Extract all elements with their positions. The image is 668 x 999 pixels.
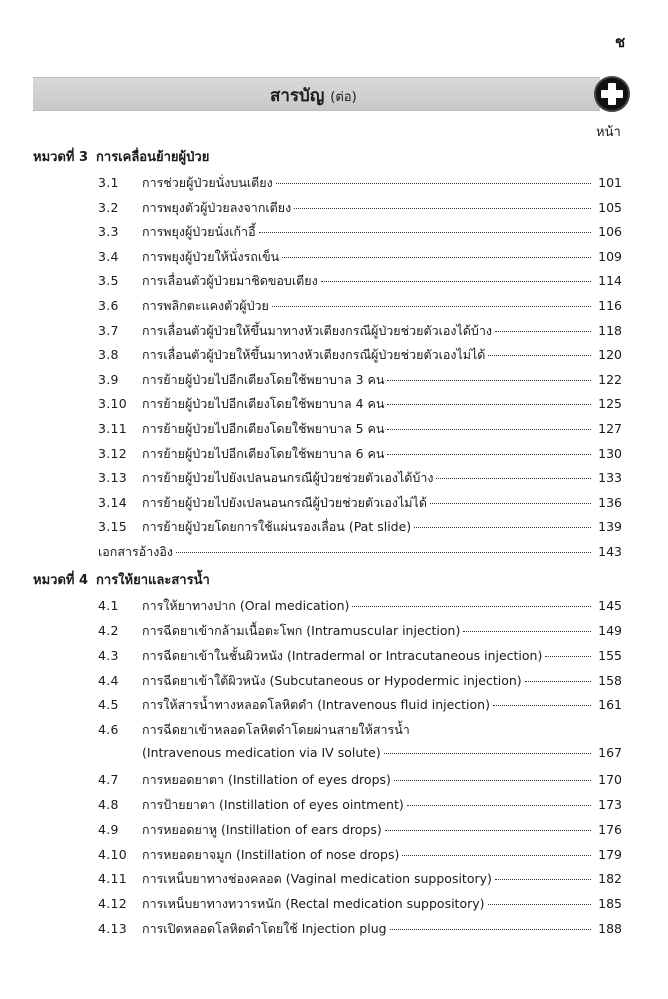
dot-leader <box>493 705 591 706</box>
toc-entry[interactable] <box>98 444 622 464</box>
entry-number: 3.14 <box>98 494 128 510</box>
entry-page-number: 136 <box>598 494 622 510</box>
entry-number: 3.8 <box>98 347 119 363</box>
entry-title: การป้ายยาตา (Instillation of eyes ointment) <box>142 796 404 812</box>
entry-title: การหยอดยาตา (Instillation of eyes drops) <box>142 771 391 787</box>
toc-entry[interactable] <box>98 468 622 488</box>
chapter-heading <box>33 569 210 590</box>
entry-title: การหยอดยาหู (Instillation of ears drops) <box>142 821 382 837</box>
entry-page-number: 179 <box>598 846 622 862</box>
toc-entry[interactable] <box>98 271 622 291</box>
entry-page-number: 145 <box>598 598 622 613</box>
entry-number: 4.9 <box>98 821 119 837</box>
entry-title: การย้ายผู้ป่วยไปยังเปลนอนกรณีผู้ป่วยช่วยตัวเองได้บ้าง <box>142 470 434 486</box>
entry-page-number: 182 <box>598 871 622 887</box>
dot-leader <box>488 904 591 905</box>
entry-number: 4.6 <box>98 722 119 738</box>
entry-number: 3.3 <box>98 224 119 240</box>
entry-title: การฉีดยาเข้าในชั้นผิวหนัง (Intradermal or Intracutaneous injection) <box>142 647 543 663</box>
entry-title: การฉีดยาเข้าหลอดโลหิตดำโดยผ่านสายให้สารน้ำ <box>142 722 410 738</box>
dot-leader <box>387 404 591 405</box>
entry-number: 3.5 <box>98 273 119 289</box>
dot-leader <box>545 656 591 657</box>
toc-entry[interactable] <box>98 919 622 939</box>
dot-leader <box>282 257 591 258</box>
entry-number: 3.11 <box>98 421 128 436</box>
entry-number: 4.3 <box>98 647 119 663</box>
entry-title: การให้ยาทางปาก (Oral medication) <box>142 598 350 613</box>
dot-leader <box>276 183 591 184</box>
toc-entry[interactable] <box>98 869 622 889</box>
entry-title: การเหน็บยาทางทวารหนัก (Rectal medication suppository) <box>142 896 485 912</box>
entry-page-number: 114 <box>598 273 622 289</box>
entry-page-number: 139 <box>598 519 622 535</box>
entry-title: การพลิกตะแคงตัวผู้ป่วย <box>142 298 269 313</box>
entry-number: 3.13 <box>98 470 128 486</box>
entry-title: การเหน็บยาทางช่องคลอด (Vaginal medication suppository) <box>142 871 492 887</box>
entry-page-number: 116 <box>598 298 622 313</box>
entry-page-number: 149 <box>598 622 622 638</box>
dot-leader <box>495 331 591 332</box>
toc-entry[interactable] <box>98 222 622 242</box>
toc-entry[interactable] <box>98 198 622 218</box>
toc-entry[interactable] <box>98 646 622 666</box>
entry-number: 3.9 <box>98 371 119 387</box>
entry-title: การให้สารน้ำทางหลอดโลหิตดำ (Intravenous fluid injection) <box>142 697 490 713</box>
entry-title: (Intravenous medication via IV solute) <box>142 745 381 761</box>
entry-page-number: 130 <box>598 445 622 461</box>
entry-number: 4.12 <box>98 896 128 912</box>
entry-title: การฉีดยาเข้าใต้ผิวหนัง (Subcutaneous or Hypodermic injection) <box>142 672 522 688</box>
entry-title: การหยอดยาจมูก (Instillation of nose drops) <box>142 846 400 862</box>
chapter-title: การให้ยาและสารน้ำ <box>96 573 210 588</box>
dot-leader <box>387 454 591 455</box>
entry-page-number: 155 <box>598 647 622 663</box>
dot-leader <box>321 281 591 282</box>
dot-leader <box>402 855 591 856</box>
entry-title: การเปิดหลอดโลหิตดำโดยใช้ Injection plug <box>142 921 387 937</box>
dot-leader <box>387 429 591 430</box>
entry-title: การเลื่อนตัวผู้ป่วยให้ขึ้นมาทางหัวเตียงกรณีผู้ป่วยช่วยตัวเองได้บ้าง <box>142 322 492 338</box>
entry-page-number: 127 <box>598 421 622 436</box>
dot-leader <box>384 753 591 754</box>
toc-entry[interactable] <box>98 345 622 365</box>
entry-page-number: 167 <box>598 745 622 761</box>
toc-entry[interactable] <box>98 542 622 562</box>
entry-number: 3.2 <box>98 199 119 215</box>
entry-page-number: 105 <box>598 199 622 215</box>
toc-entry[interactable] <box>98 173 622 193</box>
toc-entry[interactable] <box>98 247 622 267</box>
page-number-letter: ช <box>615 33 626 51</box>
dot-leader <box>525 681 591 682</box>
entry-page-number: 143 <box>598 544 622 559</box>
entry-title: การฉีดยาเข้ากล้ามเนื้อตะโพก (Intramuscular injection) <box>142 622 461 638</box>
entry-number: 4.1 <box>98 598 119 613</box>
entry-page-number: 161 <box>598 697 622 713</box>
entry-number: 4.7 <box>98 771 119 787</box>
entry-title: การช่วยผู้ป่วยนั่งบนเตียง <box>142 175 273 190</box>
toc-entry[interactable] <box>98 820 622 840</box>
entry-number: 3.4 <box>98 248 119 264</box>
dot-leader <box>259 232 591 233</box>
entry-title: การย้ายผู้ป่วยโดยการใช้แผ่นรองเลื่อน (Pat slide) <box>142 519 412 535</box>
dot-leader <box>294 208 591 209</box>
chapter-label: หมวดที่ 3 <box>33 150 89 165</box>
toc-entry[interactable] <box>98 671 622 691</box>
entry-page-number: 125 <box>598 396 622 412</box>
toc-entry[interactable] <box>98 894 622 914</box>
entry-page-number: 185 <box>598 896 622 912</box>
dot-leader <box>387 380 591 381</box>
dot-leader <box>495 879 591 880</box>
toc-title-text: สารบัญ <box>270 86 325 106</box>
dot-leader <box>430 503 591 504</box>
dot-leader <box>414 527 591 528</box>
entry-number: 4.2 <box>98 622 119 638</box>
toc-entry[interactable] <box>98 770 622 790</box>
entry-title: การพยุงผู้ป่วยนั่งเก้าอี้ <box>142 224 256 240</box>
toc-entry[interactable] <box>98 321 622 341</box>
entry-page-number: 170 <box>598 771 622 787</box>
dot-leader <box>176 552 591 553</box>
entry-number: 3.7 <box>98 322 119 338</box>
entry-number: 4.10 <box>98 846 128 862</box>
entry-number: 3.6 <box>98 298 119 313</box>
entry-number: 4.5 <box>98 697 119 713</box>
entry-title: การย้ายผู้ป่วยไปอีกเตียงโดยใช้พยาบาล 6 คน <box>142 445 385 461</box>
entry-title: การเลื่อนตัวผู้ป่วยมาชิดขอบเตียง <box>142 273 318 289</box>
dot-leader <box>436 478 591 479</box>
entry-number: 3.15 <box>98 519 128 535</box>
toc-title-continued: (ต่อ) <box>330 90 357 105</box>
entry-number: 3.1 <box>98 175 119 190</box>
dot-leader <box>352 606 591 607</box>
chapter-label: หมวดที่ 4 <box>33 573 89 588</box>
entry-title: การย้ายผู้ป่วยไปยังเปลนอนกรณีผู้ป่วยช่วยตัวเองไม่ได้ <box>142 494 427 510</box>
medical-plus-icon <box>592 74 632 114</box>
toc-entry[interactable] <box>98 419 622 439</box>
entry-title: การย้ายผู้ป่วยไปอีกเตียงโดยใช้พยาบาล 5 คน <box>142 421 385 436</box>
toc-entry[interactable] <box>98 370 622 390</box>
toc-entry[interactable] <box>98 795 622 815</box>
entry-page-number: 109 <box>598 248 622 264</box>
dot-leader <box>272 306 591 307</box>
dot-leader <box>407 805 591 806</box>
dot-leader <box>394 780 591 781</box>
dot-leader <box>488 355 591 356</box>
entry-page-number: 101 <box>598 175 622 190</box>
entry-page-number: 158 <box>598 672 622 688</box>
toc-entry[interactable] <box>98 493 622 513</box>
toc-entry[interactable] <box>98 296 622 316</box>
page-column-label: หน้า <box>596 125 621 140</box>
toc-entry[interactable] <box>98 695 622 715</box>
entry-number: 4.4 <box>98 672 119 688</box>
dot-leader <box>390 929 591 930</box>
toc-entry[interactable] <box>98 621 622 641</box>
toc-entry[interactable] <box>98 394 622 414</box>
entry-title: การย้ายผู้ป่วยไปอีกเตียงโดยใช้พยาบาล 3 คน <box>142 371 385 387</box>
entry-title: เอกสารอ้างอิง <box>98 544 173 559</box>
toc-entry[interactable] <box>98 596 622 616</box>
entry-page-number: 106 <box>598 224 622 240</box>
entry-page-number: 122 <box>598 371 622 387</box>
entry-page-number: 173 <box>598 796 622 812</box>
entry-number: 4.11 <box>98 871 128 887</box>
entry-page-number: 133 <box>598 470 622 486</box>
dot-leader <box>385 830 591 831</box>
entry-page-number: 188 <box>598 921 622 937</box>
entry-number: 3.12 <box>98 445 128 461</box>
entry-number: 4.8 <box>98 796 119 812</box>
entry-title: การพยุงผู้ป่วยให้นั่งรถเข็น <box>142 248 280 264</box>
toc-entry[interactable] <box>98 720 622 740</box>
entry-page-number: 120 <box>598 347 622 363</box>
toc-entry[interactable] <box>98 745 622 765</box>
entry-page-number: 176 <box>598 821 622 837</box>
chapter-title: การเคลื่อนย้ายผู้ป่วย <box>96 150 210 165</box>
dot-leader <box>463 631 591 632</box>
toc-title <box>270 82 357 109</box>
entry-page-number: 118 <box>598 322 622 338</box>
toc-entry[interactable] <box>98 517 622 537</box>
entry-title: การเลื่อนตัวผู้ป่วยให้ขึ้นมาทางหัวเตียงกรณีผู้ป่วยช่วยตัวเองไม่ได้ <box>142 347 486 363</box>
entry-number: 4.13 <box>98 921 128 937</box>
entry-title: การพยุงตัวผู้ป่วยลงจากเตียง <box>142 199 292 215</box>
entry-number: 3.10 <box>98 396 128 412</box>
chapter-heading <box>33 146 209 167</box>
toc-entry[interactable] <box>98 845 622 865</box>
entry-title: การย้ายผู้ป่วยไปอีกเตียงโดยใช้พยาบาล 4 คน <box>142 396 385 412</box>
